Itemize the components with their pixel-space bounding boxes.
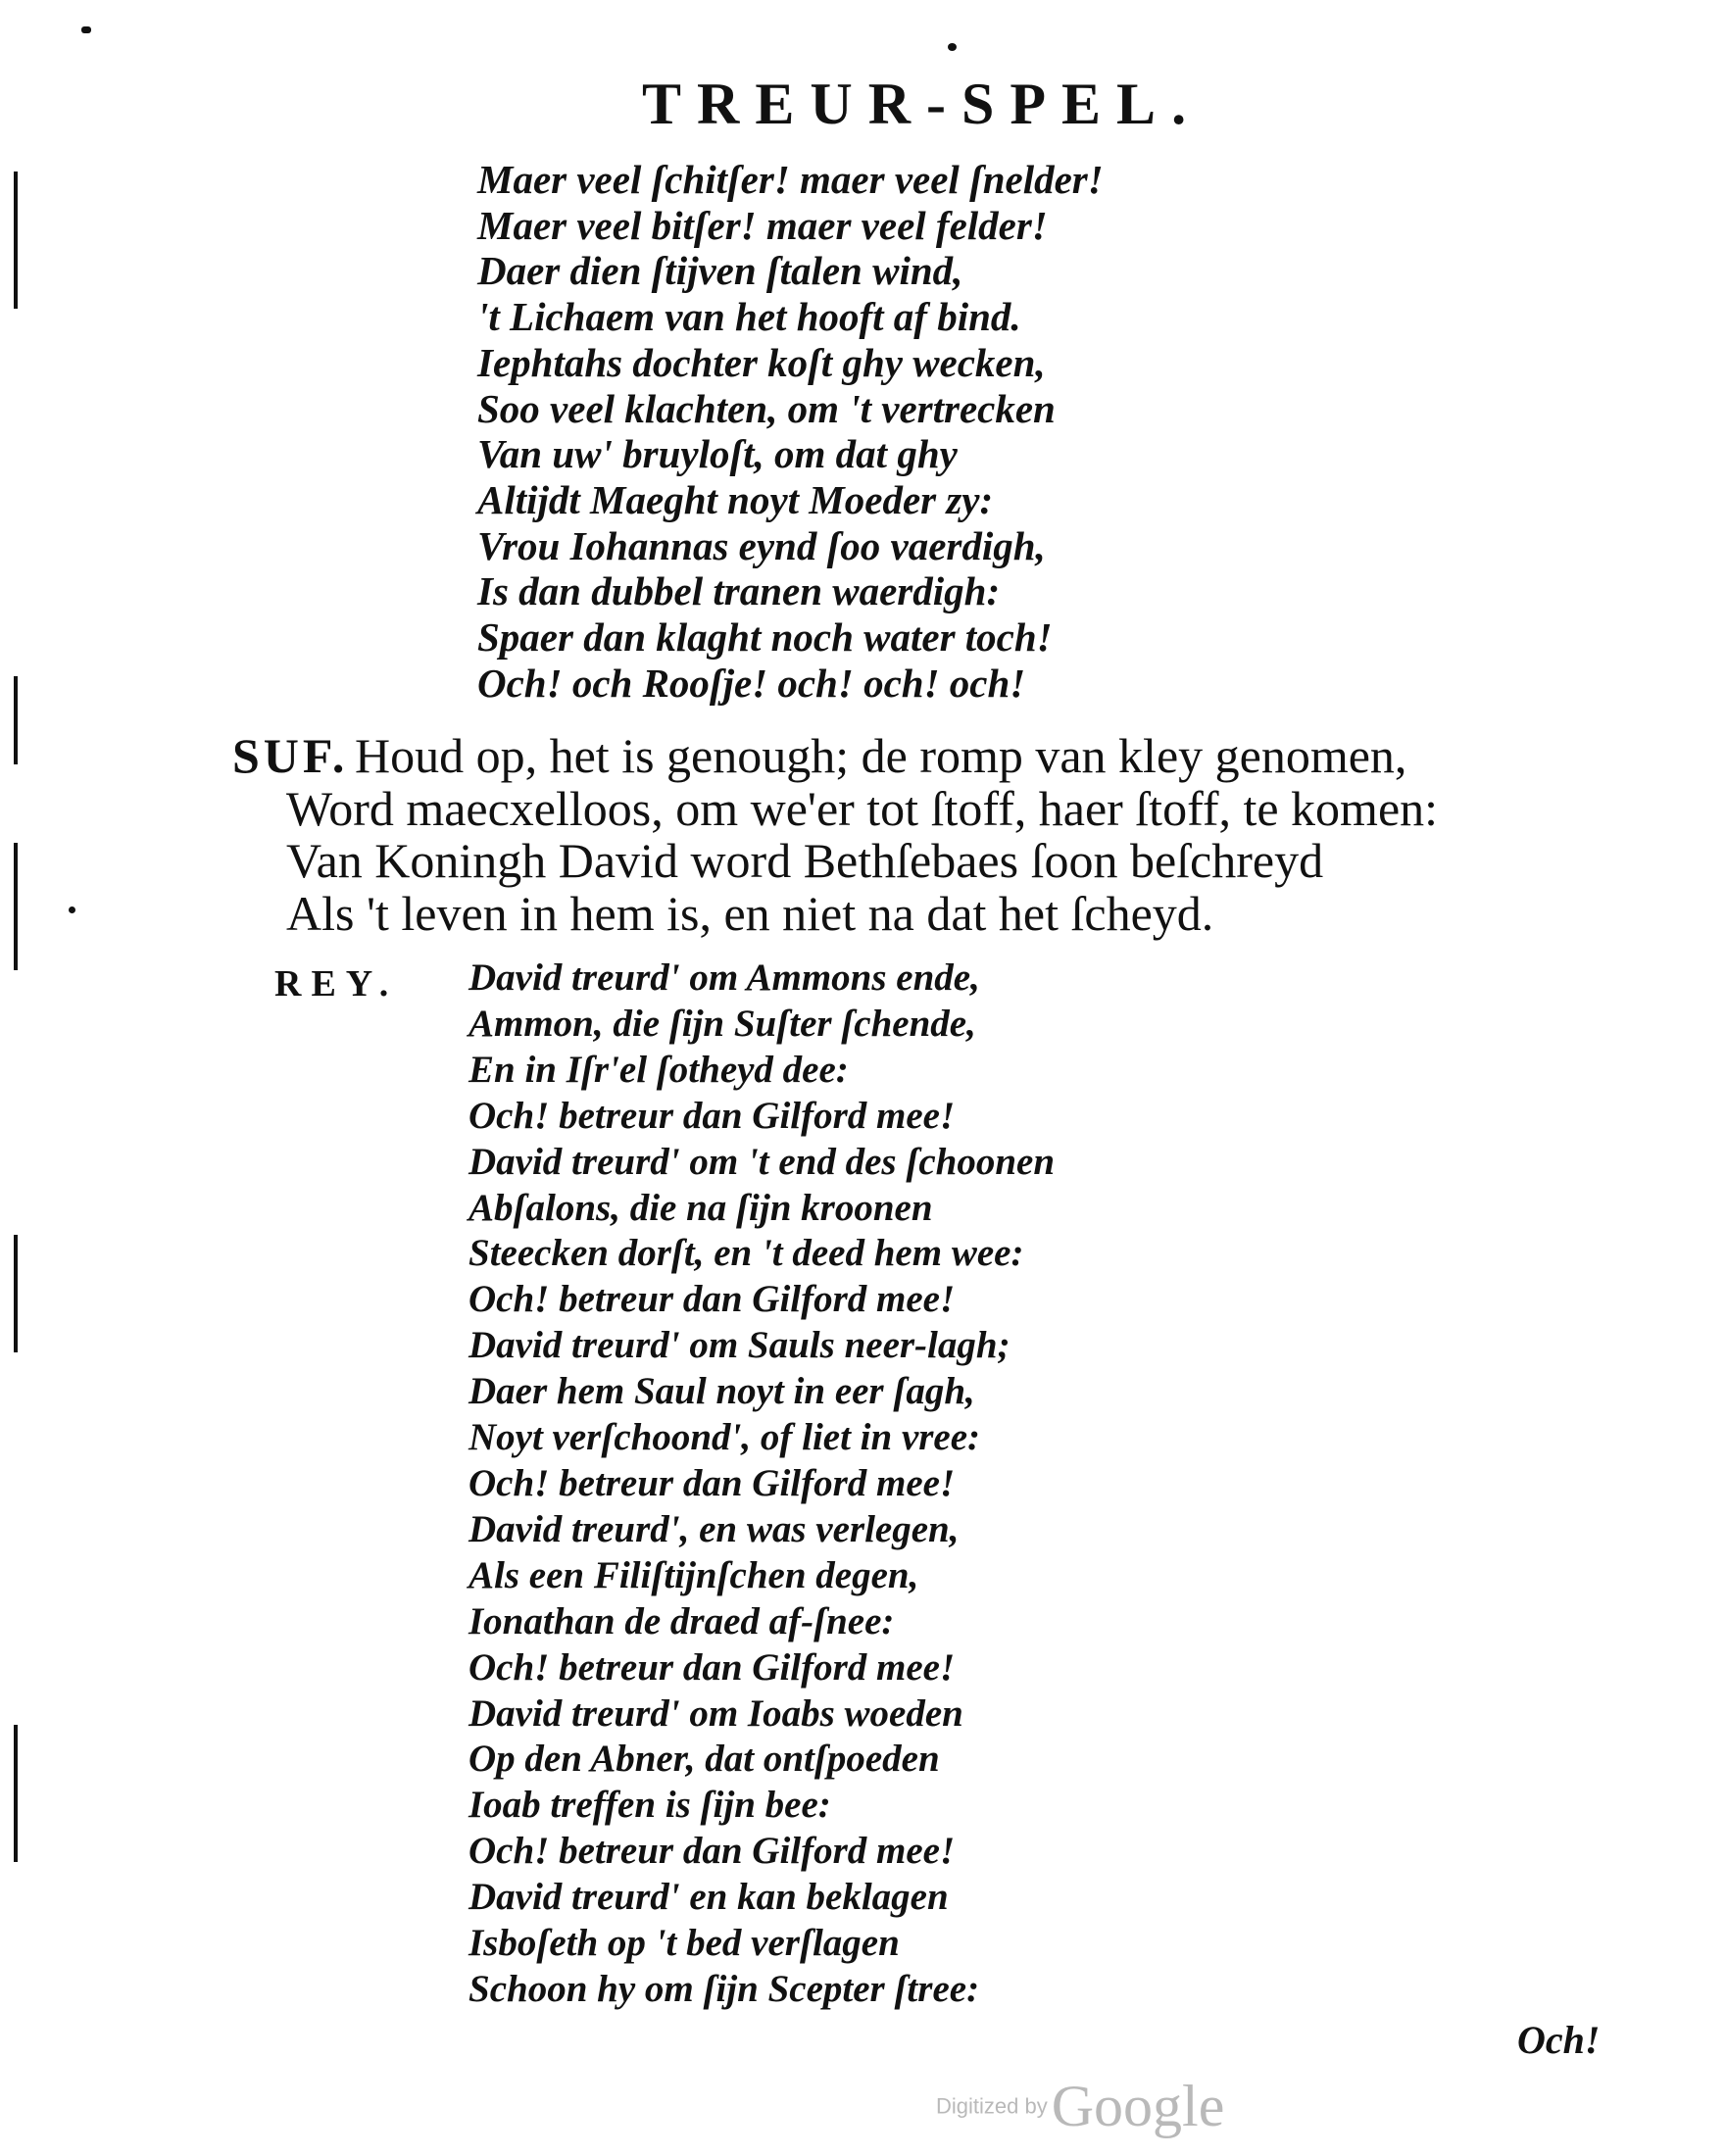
chorus-line: Op den Abner, dat ontſpoeden <box>468 1738 940 1781</box>
watermark-logo: Google <box>1051 2074 1225 2138</box>
verse-line: Soo veel klachten, om 't vertrecken <box>477 385 1056 431</box>
margin-mark <box>14 1235 18 1352</box>
margin-mark <box>81 26 91 33</box>
chorus-refrain: Och! betreur dan Gilford mee! <box>468 1830 956 1873</box>
digitizer-watermark <box>936 2073 1224 2140</box>
verse-line: Maer veel ſchitſer! maer veel ſnelder! <box>477 157 1104 202</box>
chorus-refrain: Och! betreur dan Gilford mee! <box>468 1645 956 1689</box>
verse-line: Iephtahs dochter koſt ghy wecken, <box>477 339 1046 385</box>
margin-mark <box>14 1725 18 1862</box>
verse-line: Van uw' bruyloſt, om dat ghy <box>477 431 958 477</box>
verse-line: Altijdt Maeght noyt Moeder zy: <box>477 476 994 522</box>
lament-verse <box>477 157 1104 706</box>
chorus-line: Noyt verſchoond', of liet in vree: <box>468 1416 981 1459</box>
speech-text: Als 't leven in hem is, en niet na dat het ſcheyd. <box>286 885 1214 941</box>
verse-line: Vrou Iohannas eynd ſoo vaerdigh, <box>477 522 1046 568</box>
chorus-line: Schoon hy om ſijn Scepter ſtree: <box>468 1967 980 2010</box>
chorus-line: David treurd' om Ioabs woeden <box>468 1691 963 1735</box>
chorus-line: David treurd' om 't end des ſchoonen <box>468 1140 1056 1183</box>
chorus-line: Ioab treffen is ſijn bee: <box>468 1784 831 1827</box>
suf-speech <box>232 730 1438 940</box>
verse-line: Maer veel bitſer! maer veel felder! <box>477 202 1048 248</box>
chorus-line: Steecken dorſt, en 't deed hem wee: <box>468 1232 1024 1275</box>
margin-mark <box>948 43 957 51</box>
chorus-refrain: Och! betreur dan Gilford mee! <box>468 1461 956 1504</box>
speech-line <box>232 885 1438 941</box>
running-title: TREUR-SPEL. <box>642 72 1203 136</box>
chorus-line: Ammon, die ſijn Suſter ſchende, <box>468 1002 976 1045</box>
chorus-line: Isboſeth op 't bed verſlagen <box>468 1922 900 1965</box>
verse-line: Is dan dubbel tranen waerdigh: <box>477 568 1001 614</box>
chorus-refrain: Och! betreur dan Gilford mee! <box>468 1278 956 1321</box>
margin-mark <box>69 906 75 913</box>
chorus-line: David treurd' om Ammons ende, <box>468 956 980 999</box>
speech-text: Houd op, het is genough; de romp van kley genomen, <box>355 728 1407 783</box>
margin-mark <box>14 676 18 764</box>
chorus-line: David treurd', en was verlegen, <box>468 1507 960 1550</box>
margin-mark <box>14 172 18 309</box>
watermark-prefix: Digitized by <box>936 2093 1048 2119</box>
chorus-line: Ionathan de draed af-ſnee: <box>468 1599 895 1642</box>
chorus-line: Abſalons, die na ſijn kroonen <box>468 1186 933 1229</box>
margin-mark <box>14 843 18 970</box>
chorus-line: Als een Filiſtijnſchen degen, <box>468 1553 919 1596</box>
speaker-label: SUF. <box>232 728 349 783</box>
speech-line <box>232 730 1438 783</box>
speech-line <box>232 835 1438 888</box>
chorus-line: En in Iſr'el ſotheyd dee: <box>468 1048 849 1091</box>
catchword: Och! <box>1517 2018 1601 2062</box>
chorus-line: David treurd' en kan beklagen <box>468 1876 949 1919</box>
speech-line <box>232 780 1439 836</box>
verse-line: Daer dien ſtijven ſtalen wind, <box>477 248 963 294</box>
speech-text: Van Koningh David word Bethſebaes ſoon beſchreyd <box>286 833 1324 888</box>
speech-text: Word maecxelloos, om we'er tot ſtoff, haer ſtoff, te komen: <box>286 780 1439 836</box>
verse-line: Och! och Rooſje! och! och! och! <box>477 660 1026 706</box>
chorus-verse <box>468 956 1055 2013</box>
verse-line: Spaer dan klaght noch water toch! <box>477 614 1053 661</box>
chorus-line: Daer hem Saul noyt in eer ſagh, <box>468 1370 975 1413</box>
speaker-label: REY. <box>274 963 399 1004</box>
chorus-refrain: Och! betreur dan Gilford mee! <box>468 1094 956 1137</box>
chorus-line: David treurd' om Sauls neer-lagh; <box>468 1324 1010 1367</box>
verse-line: 't Lichaem van het hooft af bind. <box>477 294 1021 340</box>
